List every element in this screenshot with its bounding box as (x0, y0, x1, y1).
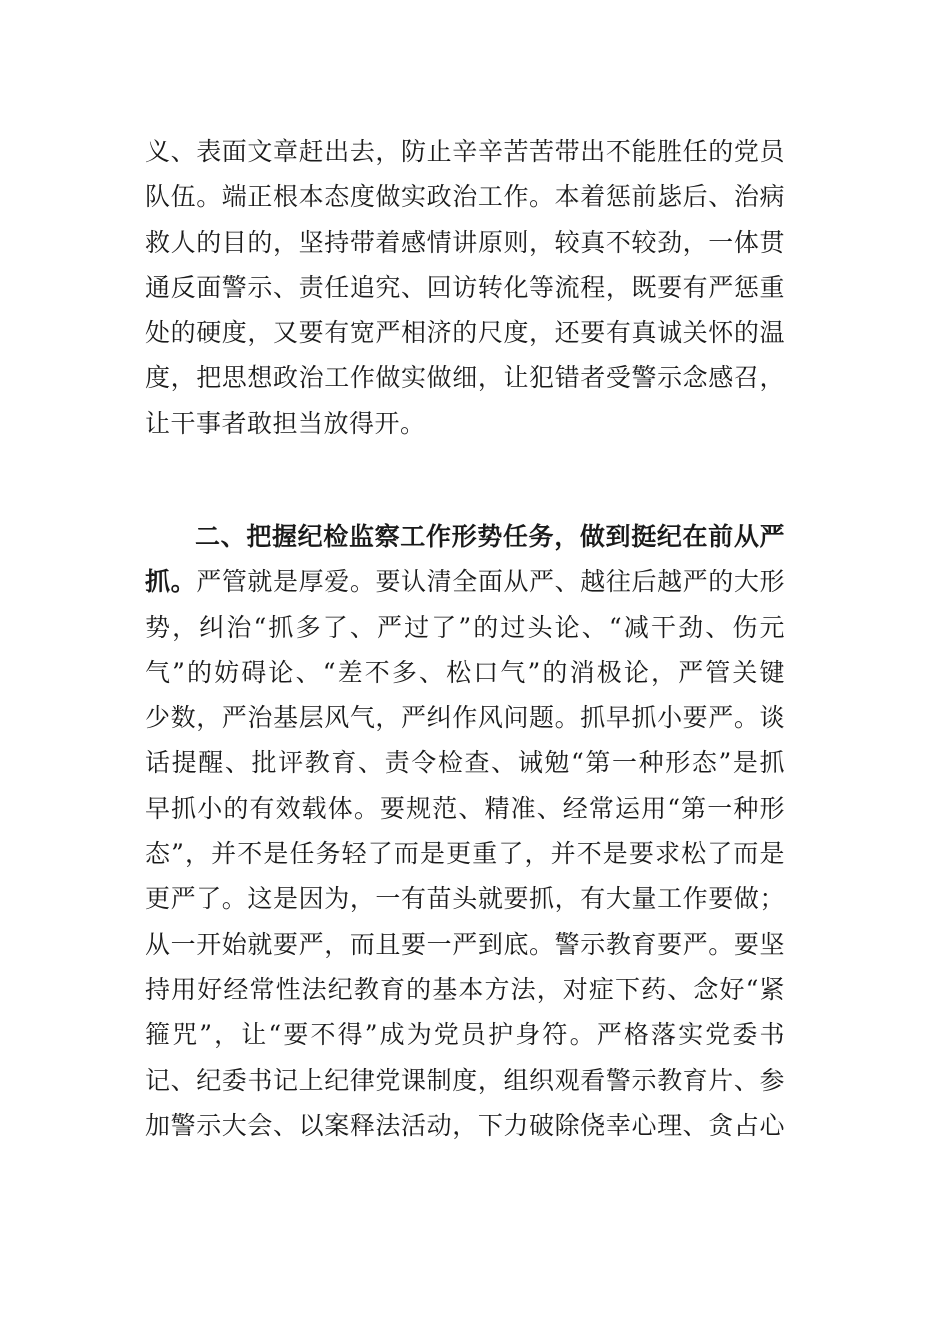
text-line: 箍咒”，让“要不得”成为党员护身符。严格落实党委书 (145, 1020, 785, 1050)
text-line: 从一开始就要严，而且要一严到底。警示教育要严。要坚 (145, 929, 785, 959)
text-line-rest: 严管就是厚爱。要认清全面从严、越往后越严的大形 (196, 567, 785, 597)
text-line: 处的硬度，又要有宽严相济的尺度，还要有真诚关怀的温 (145, 318, 785, 348)
paragraph-section-two (145, 514, 785, 1148)
text-line: 少数，严治基层风气，严纠作风问题。抓早抓小要严。谈 (145, 703, 785, 733)
text-line: 气”的妨碍论、“差不多、松口气”的消极论，严管关键 (145, 657, 785, 687)
text-line: 加警示大会、以案释法活动，下力破除侥幸心理、贪占心 (145, 1110, 785, 1140)
text-line: 让干事者敢担当放得开。 (145, 408, 426, 438)
text-line: 态”，并不是任务轻了而是更重了，并不是要求松了而是 (145, 839, 785, 869)
text-line: 度，把思想政治工作做实做细，让犯错者受警示念感召， (145, 363, 785, 393)
text-line: 更严了。这是因为，一有苗头就要抓，有大量工作要做； (145, 884, 785, 914)
text-line: 话提醒、批评教育、责令检查、诫勉“第一种形态”是抓 (145, 748, 785, 778)
text-line: 义、表面文章赶出去，防止辛辛苦苦带出不能胜任的党员 (145, 137, 785, 166)
section-heading: 二、把握纪检监察工作形势任务，做到挺纪在前从严 (195, 522, 785, 551)
text-line: 队伍。端正根本态度做实政治工作。本着惩前毖后、治病 (145, 182, 785, 212)
paragraph-continuation (145, 129, 785, 446)
text-line (145, 559, 785, 604)
text-line: 势，纠治“抓多了、严过了”的过头论、“减干劲、伤元 (145, 612, 785, 642)
section-heading-tail: 抓。 (145, 567, 197, 597)
text-line: 救人的目的，坚持带着感情讲原则，较真不较劲，一体贯 (145, 227, 785, 257)
text-line: 早抓小的有效载体。要规范、精准、经常运用“第一种形 (145, 793, 785, 823)
text-line: 记、纪委书记上纪律党课制度，组织观看警示教育片、参 (145, 1065, 785, 1095)
text-line: 通反面警示、责任追究、回访转化等流程，既要有严惩重 (145, 272, 785, 302)
text-line: 持用好经常性法纪教育的基本方法，对症下药、念好“紧 (145, 974, 785, 1004)
